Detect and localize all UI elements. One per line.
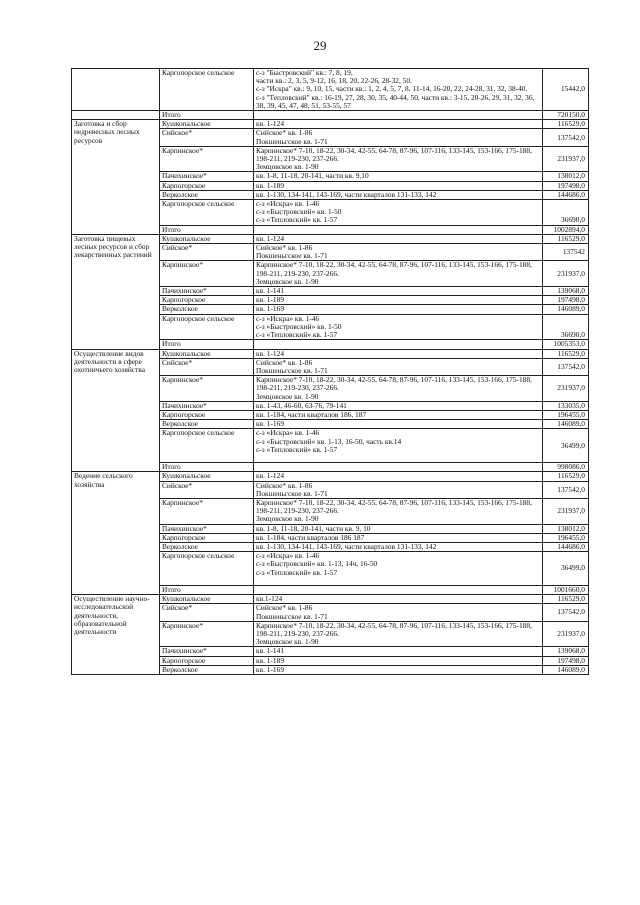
quarters-line: Земцовское кв. 1-90 xyxy=(256,514,319,524)
forestry-cell: Карпогорское xyxy=(160,296,254,305)
forestry-cell: Сийское* xyxy=(160,481,254,498)
quarters-cell xyxy=(254,481,543,498)
area-cell: 133035,0 xyxy=(543,401,589,410)
quarters-line: с-з «Тепловский» кв. 1-57 xyxy=(256,567,338,577)
quarters-line: кв. 1-169 xyxy=(256,304,285,314)
area-cell: 231937,0 xyxy=(543,146,589,172)
quarters-cell xyxy=(254,498,543,524)
quarters-cell xyxy=(254,358,543,375)
forestry-cell: Карпогорское xyxy=(160,533,254,542)
forestry-cell: Верколское xyxy=(160,420,254,429)
total-row xyxy=(72,111,589,120)
area-cell: 231937,0 xyxy=(543,376,589,402)
area-cell: 139068,0 xyxy=(543,287,589,296)
total-value: 998086,0 xyxy=(543,463,589,472)
quarters-cell xyxy=(254,349,543,358)
forestry-cell: Карпинское* xyxy=(160,621,254,647)
quarters-cell xyxy=(254,647,543,656)
quarters-line: кв. 1-141 xyxy=(256,286,285,296)
area-cell: 15442,0 xyxy=(543,69,589,111)
forestry-cell: Сийское* xyxy=(160,244,254,261)
quarters-line: с-з «Быстровский» кв. 1-50 xyxy=(256,207,342,217)
quarters-line: Покшеньгское кв. 1-71 xyxy=(256,136,328,146)
quarters-line: кв.1-124 xyxy=(256,594,283,604)
quarters-line: с-з «Быстровский» кв. 1-13, 16-50, часть кв.14 xyxy=(256,436,402,446)
quarters-line: с-з «Тепловский» кв. 1-57 xyxy=(256,330,338,340)
forestry-cell: Сийское* xyxy=(160,129,254,146)
quarters-cell xyxy=(254,287,543,296)
forestry-cell: Кушкопальское xyxy=(160,595,254,604)
quarters-cell xyxy=(254,472,543,481)
area-cell: 138012,0 xyxy=(543,524,589,533)
quarters-line: кв. 1-141 xyxy=(256,646,285,656)
quarters-line: кв. 1-169 xyxy=(256,419,285,429)
forestry-cell: Карпинское* xyxy=(160,498,254,524)
total-label: Итого xyxy=(160,463,254,472)
area-cell: 196455,0 xyxy=(543,410,589,419)
quarters-cell xyxy=(254,296,543,305)
forestry-cell: Пачихинское* xyxy=(160,647,254,656)
forestry-cell: Карпинское* xyxy=(160,261,254,287)
area-cell: 138012,0 xyxy=(543,172,589,181)
area-cell: 116529,0 xyxy=(543,120,589,129)
quarters-cell xyxy=(254,340,543,349)
quarters-line: Сийское* кв. 1-86 xyxy=(256,358,313,367)
forestry-cell: Пачихинское* xyxy=(160,287,254,296)
quarters-line: кв. 1-8, 11-18, 20-141, части кв. 9, 10 xyxy=(256,524,371,533)
area-cell: 146089,0 xyxy=(543,305,589,314)
activity-cell xyxy=(72,111,160,120)
quarters-cell xyxy=(254,595,543,604)
quarters-line: Покшеньгское кв. 1-71 xyxy=(256,365,328,375)
quarters-line: Карпинское* 7-10, 18-22, 30-34, 42-55, 64-78, 87-96, 107-116, 133-145, 153-166, 175-188, 198-211, 219-230, 237-266. xyxy=(256,146,532,164)
total-label: Итого xyxy=(160,111,254,120)
table-row xyxy=(72,349,589,358)
total-label: Итого xyxy=(160,340,254,349)
quarters-cell xyxy=(254,533,543,542)
forestry-cell: Сийское* xyxy=(160,604,254,621)
forestry-cell: Верколское xyxy=(160,305,254,314)
quarters-cell xyxy=(254,376,543,402)
quarters-cell xyxy=(254,604,543,621)
forest-use-table xyxy=(71,68,589,675)
area-cell: 116529,0 xyxy=(543,234,589,243)
quarters-line: Карпинское* 7-10, 18-22, 30-34, 42-55, 64-78, 87-96, 107-116, 133-145, 153-166, 175-188, 198-211, 219-230, 237-266. xyxy=(256,498,532,516)
quarters-cell xyxy=(254,542,543,551)
quarters-line: кв. 1-124 xyxy=(256,119,285,129)
activity-title: Ведение сельского хозяйства xyxy=(72,472,160,595)
total-label: Итого xyxy=(160,225,254,234)
area-cell: 139068,0 xyxy=(543,647,589,656)
area-cell: 144686,0 xyxy=(543,190,589,199)
quarters-line: части кв.: 2, 3, 5, 9-12, 16, 18, 20, 22-26, 28-32, 50. xyxy=(256,76,412,86)
area-cell: 231937,0 xyxy=(543,261,589,287)
quarters-line: с-з "Искра" кв.: 9, 10, 15, части кв.: 1, 2, 4, 5, 7, 8, 11-14, 16-20, 22, 24-28, 31, 32, 38-40. xyxy=(256,84,528,94)
forestry-cell: Каргопорское сельское xyxy=(160,314,254,340)
quarters-line: кв. 1-124 xyxy=(256,471,285,481)
table-body xyxy=(72,69,589,675)
area-cell: 137542,0 xyxy=(543,358,589,375)
area-cell: 197498,0 xyxy=(543,181,589,190)
area-cell: 146089,0 xyxy=(543,665,589,674)
quarters-line: кв. 1-184, части кварталов 186 187 xyxy=(256,533,365,542)
area-cell: 137542,0 xyxy=(543,604,589,621)
area-cell: 137542,0 xyxy=(543,129,589,146)
quarters-line: Сийское* кв. 1-86 xyxy=(256,128,313,138)
quarters-line: с-з «Искра» кв. 1-46 xyxy=(256,551,320,561)
area-cell: 146089,0 xyxy=(543,420,589,429)
quarters-cell xyxy=(254,585,543,594)
forestry-cell: Кушкопальское xyxy=(160,234,254,243)
table-row xyxy=(72,234,589,243)
forestry-cell: Кушкопальское xyxy=(160,349,254,358)
total-value: 1005353,0 xyxy=(543,340,589,349)
area-cell: 116529,0 xyxy=(543,595,589,604)
quarters-line: кв. 1-124 xyxy=(256,234,285,243)
quarters-cell xyxy=(254,305,543,314)
quarters-line: с-з «Быстровский» кв. 1-50 xyxy=(256,321,342,331)
forestry-cell: Каргопорское сельское xyxy=(160,200,254,226)
quarters-line: Земцовское кв. 1-90 xyxy=(256,391,319,401)
quarters-line: Сийское* кв. 1-86 xyxy=(256,481,313,490)
forestry-cell: Каргопорское сельское xyxy=(160,429,254,463)
total-value: 720150,0 xyxy=(543,111,589,120)
quarters-cell xyxy=(254,172,543,181)
forestry-cell: Карпогорское xyxy=(160,410,254,419)
quarters-line xyxy=(256,454,540,462)
forestry-cell: Верколское xyxy=(160,542,254,551)
quarters-line: Сийское* кв. 1-86 xyxy=(256,603,313,613)
quarters-cell xyxy=(254,420,543,429)
quarters-cell xyxy=(254,429,543,463)
quarters-line: с-з "Тепловский" кв.: 16-19, 27, 28, 30, 35, 40-44, 50, части кв.: 3-15, 20-26, 29, 31, 32, 36, 38, 39, 45, 47, 48, 51, 53-55, 57 xyxy=(256,92,535,110)
table-row xyxy=(72,595,589,604)
quarters-cell xyxy=(254,656,543,665)
quarters-line: Земцовское кв. 1-90 xyxy=(256,276,319,286)
quarters-cell xyxy=(254,410,543,419)
quarters-line: Земцовское кв. 1-90 xyxy=(256,637,319,647)
quarters-line: с-з «Искра» кв. 1-46 xyxy=(256,199,320,209)
forestry-cell: Верколское xyxy=(160,190,254,199)
quarters-line: Карпинское* 7-10, 18-22, 30-34, 42-55, 64-78, 87-96, 107-116, 133-145, 153-166, 175-188, 198-211, 219-230, 237-266. xyxy=(256,375,532,393)
quarters-line xyxy=(256,577,540,585)
area-cell: 231937,0 xyxy=(543,498,589,524)
forestry-cell: Карпинское* xyxy=(160,146,254,172)
area-cell: 144686,0 xyxy=(543,542,589,551)
quarters-line: Карпинское* 7-10, 18-22, 30-34, 42-55, 64-78, 87-96, 107-116, 133-145, 153-166, 175-188, 198-211, 219-230, 237-266. xyxy=(256,621,532,638)
forestry-cell: Пачихинское* xyxy=(160,172,254,181)
area-cell: 36499,0 xyxy=(543,429,589,463)
quarters-line: с-з «Искра» кв. 1-46 xyxy=(256,428,320,438)
quarters-line: Земцовское кв. 1-90 xyxy=(256,162,319,172)
quarters-line: кв. 1-8, 11-18, 20-141, части кв. 9,10 xyxy=(256,171,369,181)
quarters-cell xyxy=(254,200,543,226)
total-value: 1001660,0 xyxy=(543,585,589,594)
total-label: Итого xyxy=(160,585,254,594)
quarters-cell xyxy=(254,401,543,410)
quarters-cell xyxy=(254,261,543,287)
quarters-cell xyxy=(254,665,543,674)
forestry-cell: Кушкопальское xyxy=(160,120,254,129)
quarters-line: кв. 1-169 xyxy=(256,665,285,674)
quarters-cell xyxy=(254,463,543,472)
forestry-cell: Пачихинское* xyxy=(160,524,254,533)
quarters-cell xyxy=(254,129,543,146)
quarters-line: Карпинское* 7-10, 18-22, 30-34, 42-55, 64-78, 87-96, 107-116, 133-145, 153-166, 175-188, 198-211, 219-230, 237-266. xyxy=(256,260,532,278)
activity-cell xyxy=(72,69,160,111)
table-row xyxy=(72,472,589,481)
quarters-cell xyxy=(254,244,543,261)
quarters-cell xyxy=(254,181,543,190)
quarters-line: кв. 1-124 xyxy=(256,349,285,358)
forestry-cell: Каргопорское сельское xyxy=(160,69,254,111)
quarters-line: кв. 1-189 xyxy=(256,295,285,305)
table-row xyxy=(72,120,589,129)
activity-title: Осуществление научно-исследовательской деятельности, образовательной деятельности xyxy=(72,595,160,675)
forestry-cell: Карпогорское xyxy=(160,181,254,190)
forestry-cell: Карпогорское xyxy=(160,656,254,665)
quarters-line: кв. 1-189 xyxy=(256,181,285,190)
activity-title: Заготовка и сбор недревесных лесных ресурсов xyxy=(72,120,160,235)
forestry-cell: Кушкопальское xyxy=(160,472,254,481)
forestry-cell: Верколское xyxy=(160,665,254,674)
quarters-line: с-з «Тепловский» кв. 1-57 xyxy=(256,444,338,454)
forestry-cell: Каргопорское сельское xyxy=(160,552,254,586)
area-cell: 231937,0 xyxy=(543,621,589,647)
area-cell: 36690,0 xyxy=(543,200,589,226)
quarters-line: Покшеньгское кв. 1-71 xyxy=(256,251,328,261)
quarters-cell xyxy=(254,524,543,533)
forestry-cell: Сийское* xyxy=(160,358,254,375)
area-cell: 196455,0 xyxy=(543,533,589,542)
quarters-line: с-з "Быстровский" кв.: 7, 8, 19, xyxy=(256,68,353,77)
area-cell: 197498,0 xyxy=(543,296,589,305)
area-cell: 197498,0 xyxy=(543,656,589,665)
quarters-line: Сийское* кв. 1-86 xyxy=(256,243,313,253)
quarters-cell xyxy=(254,190,543,199)
area-cell: 137542,0 xyxy=(543,481,589,498)
quarters-line: кв. 1-130, 134-141, 143-169, части кварталов 131-133, 142 xyxy=(256,542,437,551)
quarters-cell xyxy=(254,621,543,647)
area-cell: 137542 xyxy=(543,244,589,261)
table-row xyxy=(72,69,589,111)
total-value: 1002894,0 xyxy=(543,225,589,234)
quarters-cell xyxy=(254,234,543,243)
page-number: 29 xyxy=(313,38,327,53)
forestry-cell: Карпинское* xyxy=(160,376,254,402)
quarters-line: кв. 1-189 xyxy=(256,656,285,665)
quarters-cell xyxy=(254,225,543,234)
quarters-cell xyxy=(254,111,543,120)
area-cell: 116529,0 xyxy=(543,472,589,481)
quarters-line: с-з «Быстровский» кв. 1-13, 14ч, 16-50 xyxy=(256,559,378,569)
quarters-cell xyxy=(254,314,543,340)
activity-title: Заготовка пищевых лесных ресурсов и сбор лекарственных растений xyxy=(72,234,160,349)
quarters-line: с-з «Тепловский» кв. 1-57 xyxy=(256,215,338,225)
activity-title: Осуществление видов деятельности в сфере охотничьего хозяйства xyxy=(72,349,160,472)
quarters-line: Покшеньгское кв. 1-71 xyxy=(256,611,328,621)
quarters-line: с-з «Искра» кв. 1-46 xyxy=(256,314,320,323)
quarters-line: кв. 1-130, 134-141, 143-169, части кварталов 131-133, 142 xyxy=(256,190,437,199)
area-cell: 36499,0 xyxy=(543,552,589,586)
area-cell: 36690,0 xyxy=(543,314,589,340)
quarters-cell xyxy=(254,552,543,586)
quarters-cell xyxy=(254,69,543,111)
forestry-cell: Пачихинское* xyxy=(160,401,254,410)
quarters-cell xyxy=(254,120,543,129)
area-cell: 116529,0 xyxy=(543,349,589,358)
quarters-line: кв. 1-184, части кварталов 186, 187 xyxy=(256,410,367,419)
quarters-cell xyxy=(254,146,543,172)
quarters-line: Покшеньгское кв. 1-71 xyxy=(256,488,328,498)
quarters-line: кв. 1-43, 46-60, 63-76, 79-141 xyxy=(256,401,347,410)
